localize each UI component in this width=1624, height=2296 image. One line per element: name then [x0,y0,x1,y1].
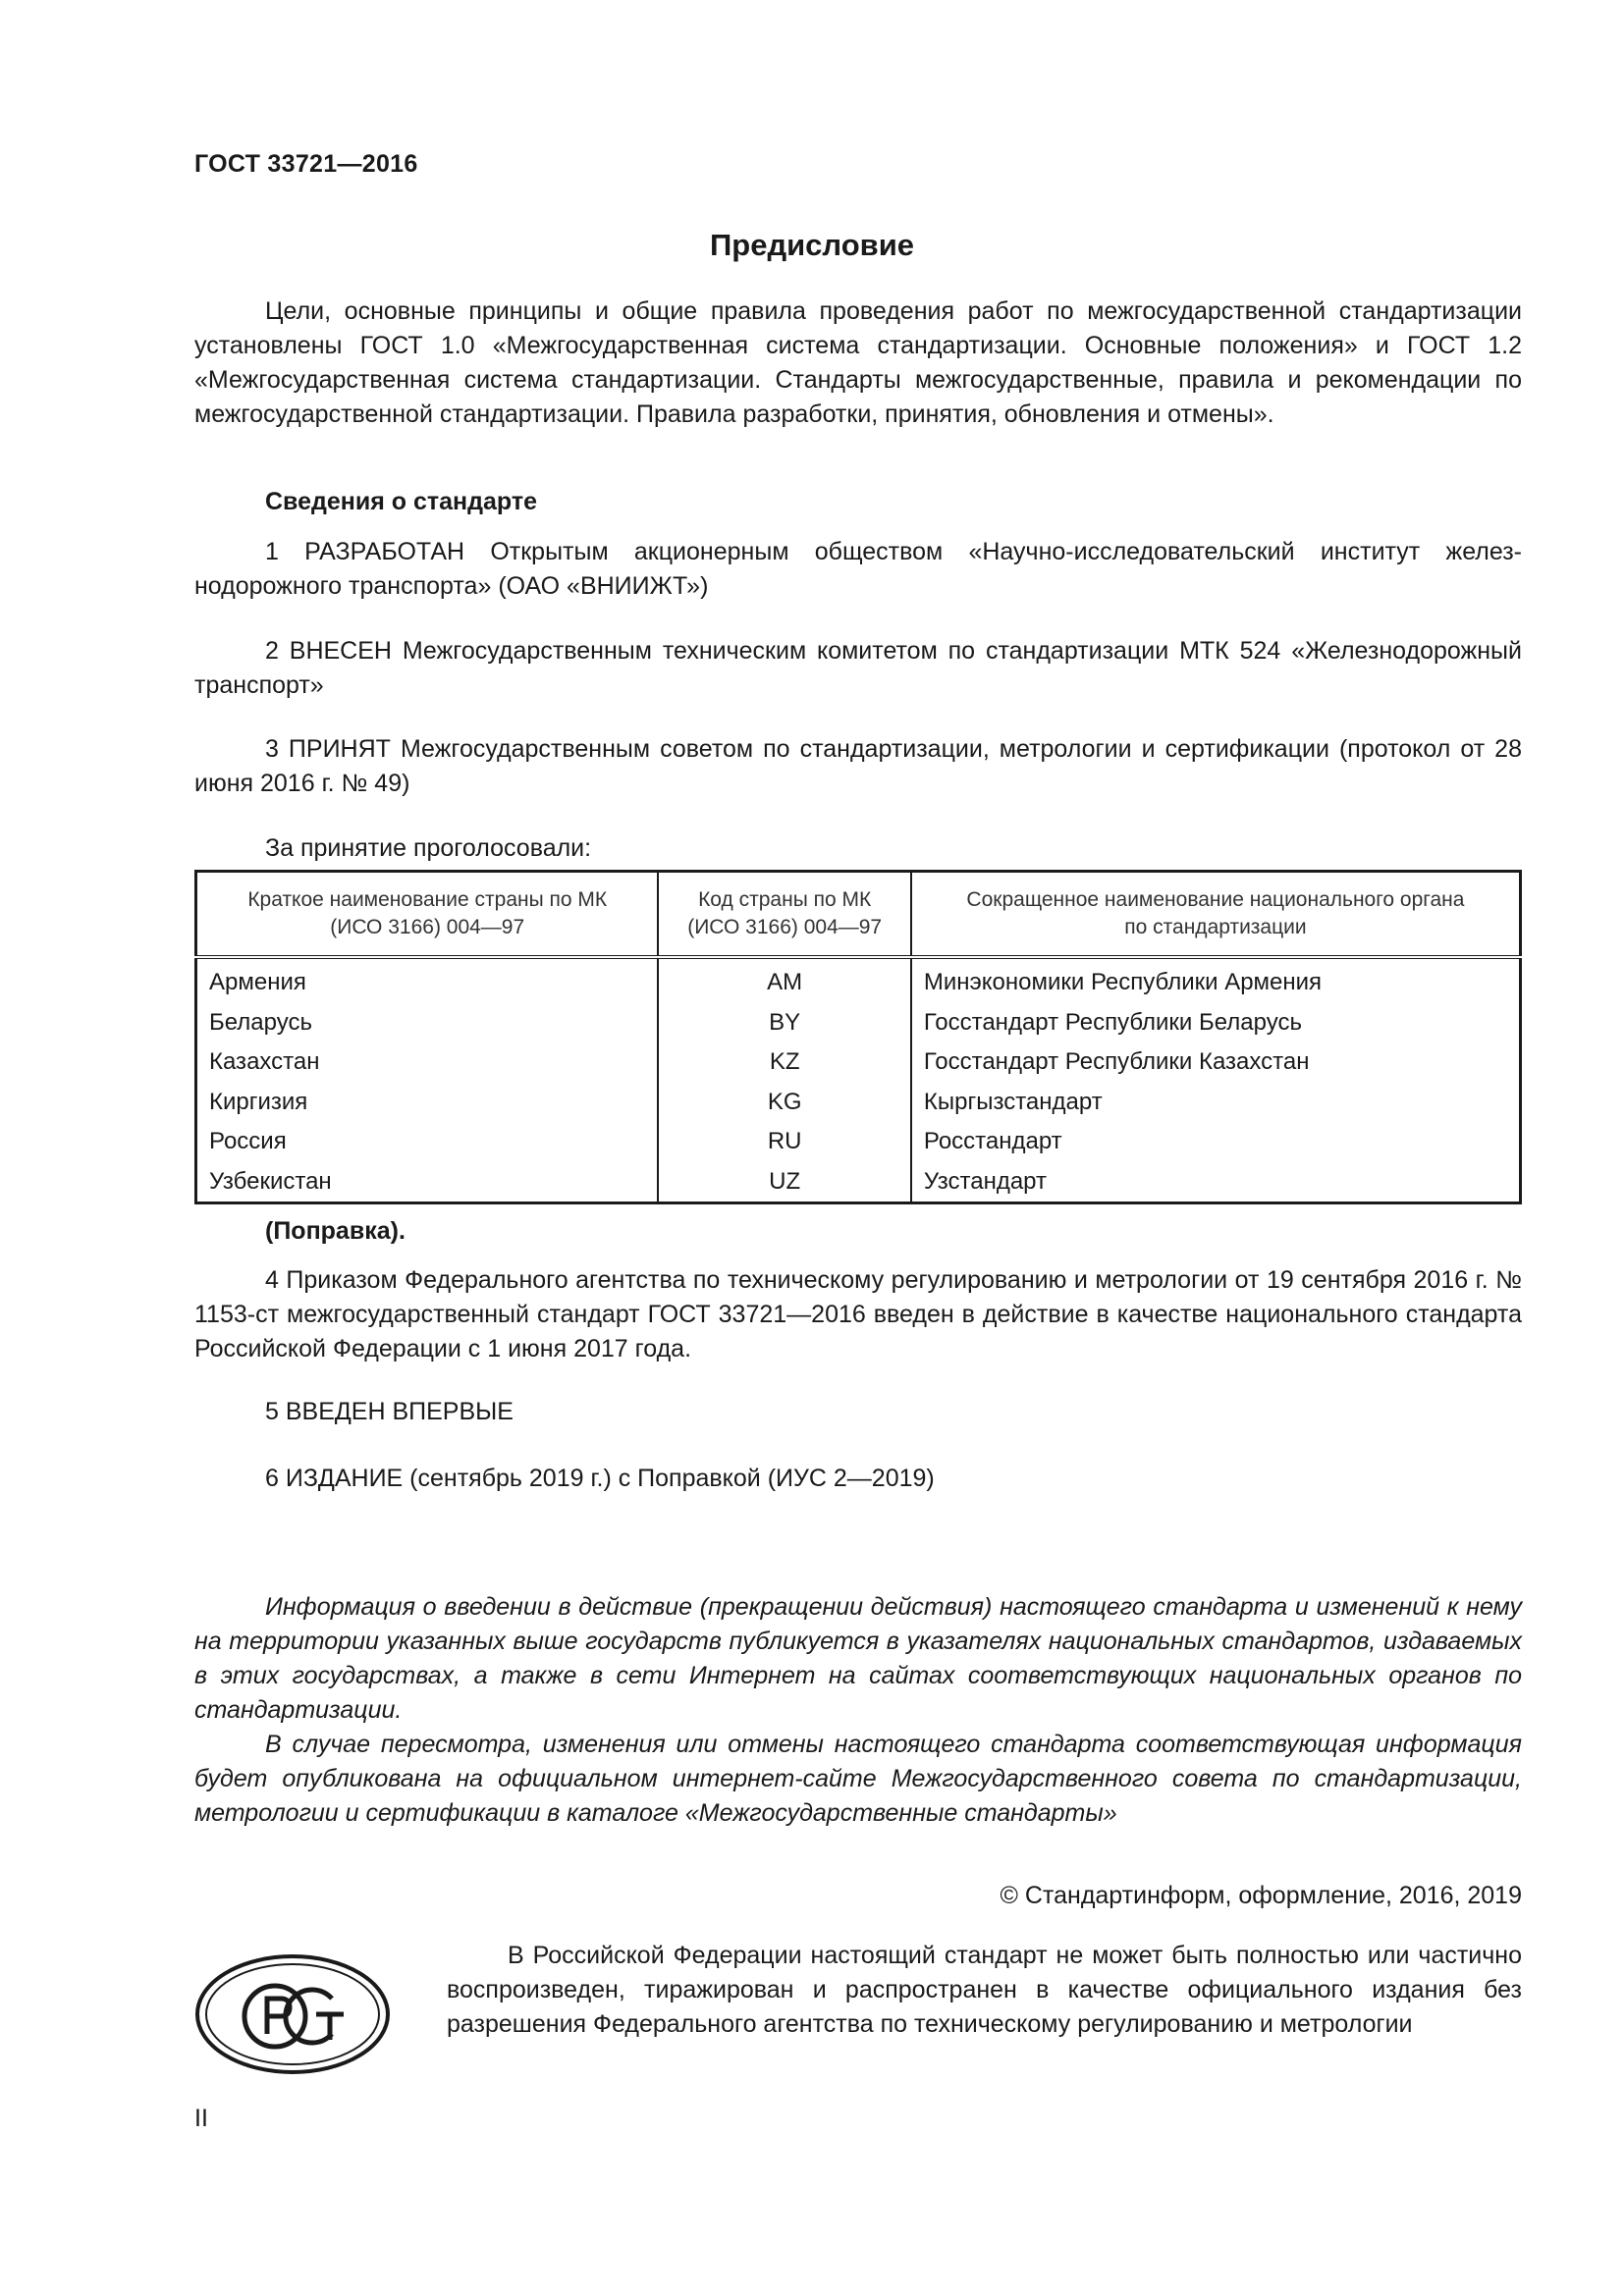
info-italic-1-text: Информация о введении в действие (прекращении действия) настоящего стандарта и изменений к нему на территории указанных выше государств публикуется в указателях национальных стандартов, издаваемых в этих государствах, а также в сети Интернет на сайтах соответствующих национальных органов по стандартизации. [194,1593,1522,1724]
header-code [658,872,910,958]
item-4 [194,1263,1522,1366]
table-row [196,1083,1521,1123]
header-country-line1: Краткое наименование страны по МК [247,888,608,911]
table-row [196,1122,1521,1162]
header-country-line2: (ИСО 3166) 004—97 [330,916,525,938]
document-id: ГОСТ 33721—2016 [194,150,418,178]
intro-paragraph [194,294,1522,432]
code-cell: UZ [658,1162,910,1203]
voting-table [194,870,1522,1204]
header-code-line1: Код страны по МК [698,888,872,911]
rst-logo [194,1953,391,2075]
intro-text: Цели, основные принципы и общие правила проведения работ по межгосударственной стандартизации установлены ГОСТ 1.0 «Межгосударственная система стандартизации. Основные положения» и ГОСТ 1.2 «Межгосударственная система стандартизации. Стандарты межгосударственные, правила и рекомендации по межгосударственной стандартизации. Правила разработки, принятия, обновления и отмены». [194,297,1522,428]
body-cell: Госстандарт Республики Беларусь [923,1008,1302,1036]
header-body-line1: Сокращенное наименование национального органа [966,888,1465,911]
page-title: Предисловие [709,228,914,262]
vote-label: За принятие проголосовали: [265,834,592,862]
body-cell: Узстандарт [923,1167,1047,1195]
item-2 [194,634,1522,703]
notice-text: В Российской Федерации настоящий стандарт не может быть полностью или частично воспроизведен, тиражирован и распространен в качестве официального издания без разрешения Федерального агентства по техническому регулированию и метрологии [447,1942,1522,2038]
header-body [911,872,1521,958]
item-2-text: 2 ВНЕСЕН Межгосударственным техническим комитетом по стандартизации МТК 524 «Железнодорожный транспорт» [194,637,1522,699]
country-cell: Киргизия [196,1083,659,1123]
header-country [196,872,659,958]
code-cell: KZ [658,1042,910,1083]
info-italic-2-text: В случае пересмотра, изменения или отмены настоящего стандарта соответствующая информация будет опубликована на официальном интернет-сайте Межгосударственного совета по стандартизации, метрологии и сертификации в каталоге «Межгосударственные стандарты» [194,1731,1522,1827]
amendment-note: (Поправка). [265,1217,406,1245]
body-cell: Росстандарт [923,1128,1062,1155]
country-cell: Беларусь [196,1003,659,1043]
info-italic-1 [194,1590,1522,1728]
header-code-line2: (ИСО 3166) 004—97 [687,916,883,938]
item-1 [194,535,1522,604]
rst-logo-icon [194,1953,391,2075]
table-row [196,1162,1521,1203]
item-1-text: 1 РАЗРАБОТАН Открытым акционерным обществом «Научно-исследовательский институт железнодорожного транспорта» (ОАО «ВНИИЖТ») [194,538,1522,600]
info-italic-2 [194,1728,1522,1831]
item-4-text: 4 Приказом Федерального агентства по техническому регулированию и метрологии от 19 сентября 2016 г. № 1153-ст межгосударственный стандарт ГОСТ 33721—2016 введен в действие в качестве национального стандарта Российской Федерации с 1 июня 2017 года. [194,1266,1522,1362]
code-cell: AM [658,957,910,1003]
copyright-notice [447,1939,1522,2042]
country-cell: Узбекистан [196,1162,659,1203]
item-3-text: 3 ПРИНЯТ Межгосударственным советом по стандартизации, метрологии и сертификации (протокол от 28 июня 2016 г. № 49) [194,735,1522,797]
page-number: II [194,2105,208,2132]
body-cell: Госстандарт Республики Казахстан [923,1048,1310,1076]
code-cell: BY [658,1003,910,1043]
table-row [196,1042,1521,1083]
code-cell: KG [658,1083,910,1123]
item-3 [194,732,1522,801]
table-header-row [196,872,1521,958]
item-5: 5 ВВЕДЕН ВПЕРВЫЕ [265,1398,514,1425]
country-cell: Казахстан [196,1042,659,1083]
code-cell: RU [658,1122,910,1162]
body-cell: Кыргызстандарт [923,1088,1103,1115]
copyright-line: © Стандартинформ, оформление, 2016, 2019 [1000,1882,1522,1909]
info-heading: Сведения о стандарте [265,488,538,515]
header-body-line2: по стандартизации [1124,916,1307,938]
table-row [196,1003,1521,1043]
table-row [196,957,1521,1003]
country-cell: Россия [196,1122,659,1162]
country-cell: Армения [196,957,659,1003]
body-cell: Минэкономики Республики Армения [923,969,1323,996]
item-6: 6 ИЗДАНИЕ (сентябрь 2019 г.) с Поправкой (ИУС 2—2019) [265,1465,935,1492]
